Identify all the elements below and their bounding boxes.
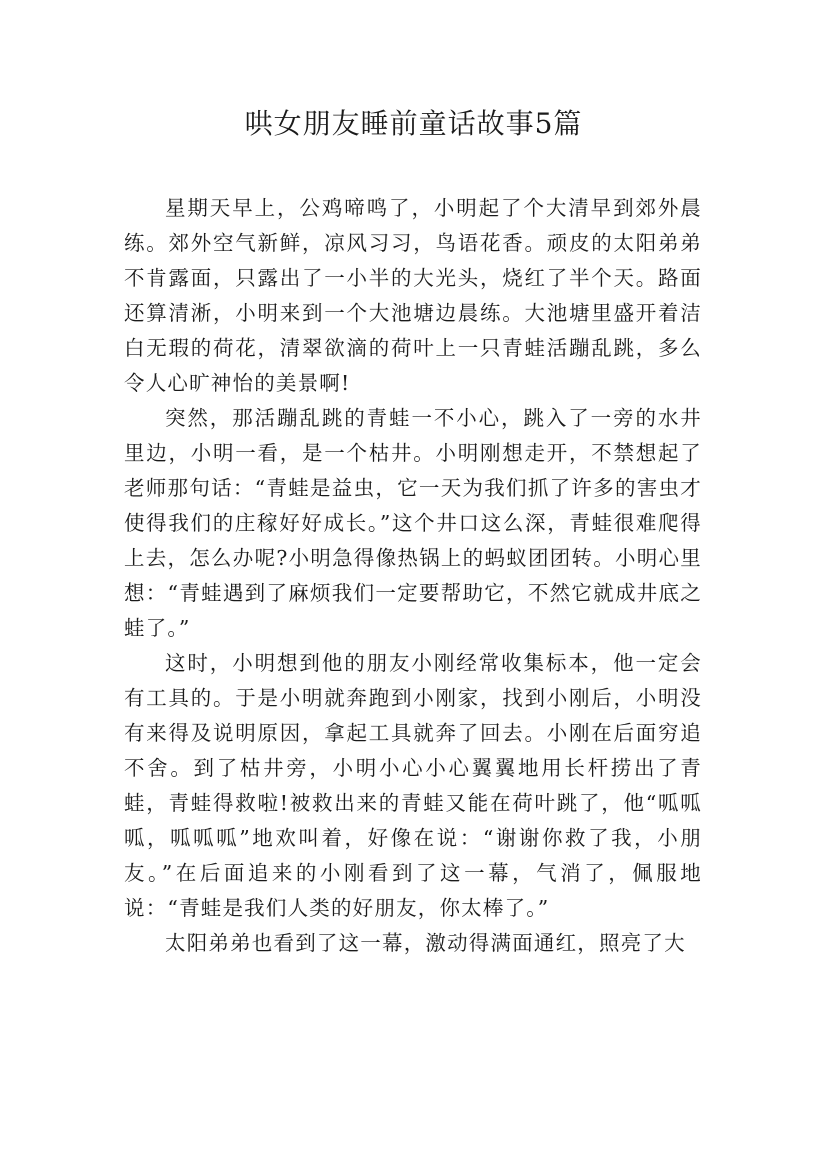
document-body	[124, 191, 702, 961]
paragraph-1: 星期天早上，公鸡啼鸣了，小明起了个大清早到郊外晨练。郊外空气新鲜，凉风习习，鸟语花香。顽皮的太阳弟弟不肯露面，只露出了一小半的大光头，烧红了半个天。路面还算清淅，小明来到一个大池塘边晨练。大池塘里盛开着洁白无瑕的荷花，清翠欲滴的荷叶上一只青蛙活蹦乱跳，多么令人心旷神怡的美景啊!	[124, 196, 702, 395]
paragraph-2: 突然，那活蹦乱跳的青蛙一不小心，跳入了一旁的水井里边，小明一看，是一个枯井。小明刚想走开，不禁想起了老师那句话：“青蛙是益虫，它一天为我们抓了许多的害虫才使得我们的庄稼好好成长。”这个井口这么深，青蛙很难爬得上去，怎么办呢?小明急得像热锅上的蚂蚁团团转。小明心里想：“青蛙遇到了麻烦我们一定要帮助它，不然它就成井底之蛙了。”	[124, 406, 702, 640]
document-title: 哄女朋友睡前童话故事5篇	[244, 107, 583, 140]
paragraph-3: 这时，小明想到他的朋友小刚经常收集标本，他一定会有工具的。于是小明就奔跑到小刚家，找到小刚后，小明没有来得及说明原因，拿起工具就奔了回去。小刚在后面穷追不舍。到了枯井旁，小明小心小心翼翼地用长杆捞出了青蛙，青蛙得救啦!被救出来的青蛙又能在荷叶跳了，他“呱呱呱，呱呱呱”地欢叫着，好像在说：“谢谢你救了我，小朋友。”在后面追来的小刚看到了这一幕，气消了，佩服地说：“青蛙是我们人类的好朋友，你太棒了。”	[124, 651, 702, 920]
paragraph-4: 太阳弟弟也看到了这一幕，激动得满面通红，照亮了大	[165, 931, 686, 955]
